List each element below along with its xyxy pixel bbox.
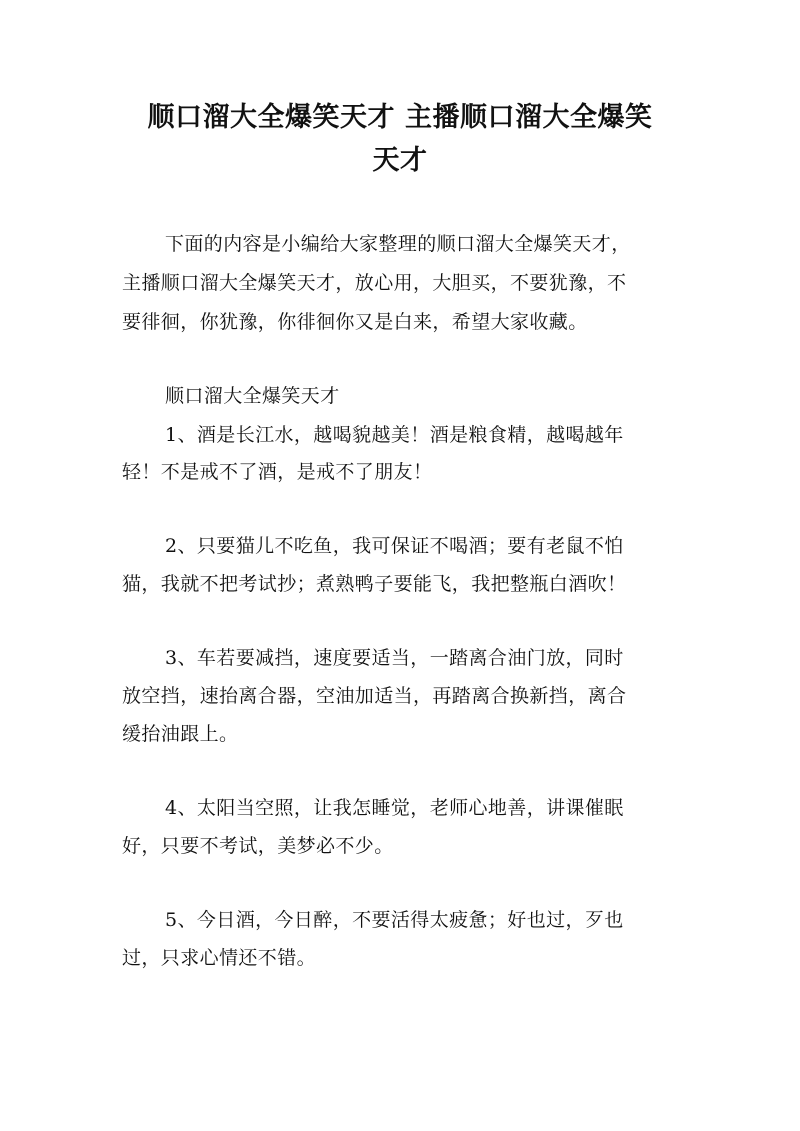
item-5-line: 过，只求心情还不错。 — [122, 947, 317, 969]
document-title-line-1: 顺口溜大全爆笑天才 主播顺口溜大全爆笑 — [147, 102, 653, 133]
item-1-line: 1、酒是长江水，越喝貌越美！酒是粮食精，越喝越年 — [165, 424, 624, 446]
item-2-line: 猫，我就不把考试抄；煮熟鸭子要能飞，我把整瓶白酒吹！ — [122, 573, 627, 595]
item-3-line: 3、车若要减挡，速度要适当，一踏离合油门放，同时 — [165, 647, 624, 669]
item-2-line: 2、只要猫儿不吃鱼，我可保证不喝酒；要有老鼠不怕 — [165, 535, 624, 557]
item-5-line: 5、今日酒，今日醉，不要活得太疲惫；好也过，歹也 — [165, 909, 624, 931]
item-3-line: 放空挡，速抬离合器，空油加适当，再踏离合换新挡，离合 — [122, 685, 627, 707]
item-4-line: 4、太阳当空照，让我怎睡觉，老师心地善，讲课催眠 — [165, 797, 624, 819]
item-4-line: 好，只要不考试，美梦必不少。 — [122, 835, 394, 857]
item-3-line: 缓抬油跟上。 — [122, 723, 239, 745]
section-heading: 顺口溜大全爆笑天才 — [165, 385, 340, 407]
intro-line: 下面的内容是小编给大家整理的顺口溜大全爆笑天才， — [165, 233, 631, 255]
intro-line: 主播顺口溜大全爆笑天才，放心用，大胆买，不要犹豫，不 — [122, 272, 627, 294]
document-title-line-2: 天才 — [372, 145, 428, 176]
item-1-line: 轻！不是戒不了酒，是戒不了朋友！ — [122, 461, 433, 483]
intro-line: 要徘徊，你犹豫，你徘徊你又是白来，希望大家收藏。 — [122, 311, 588, 333]
